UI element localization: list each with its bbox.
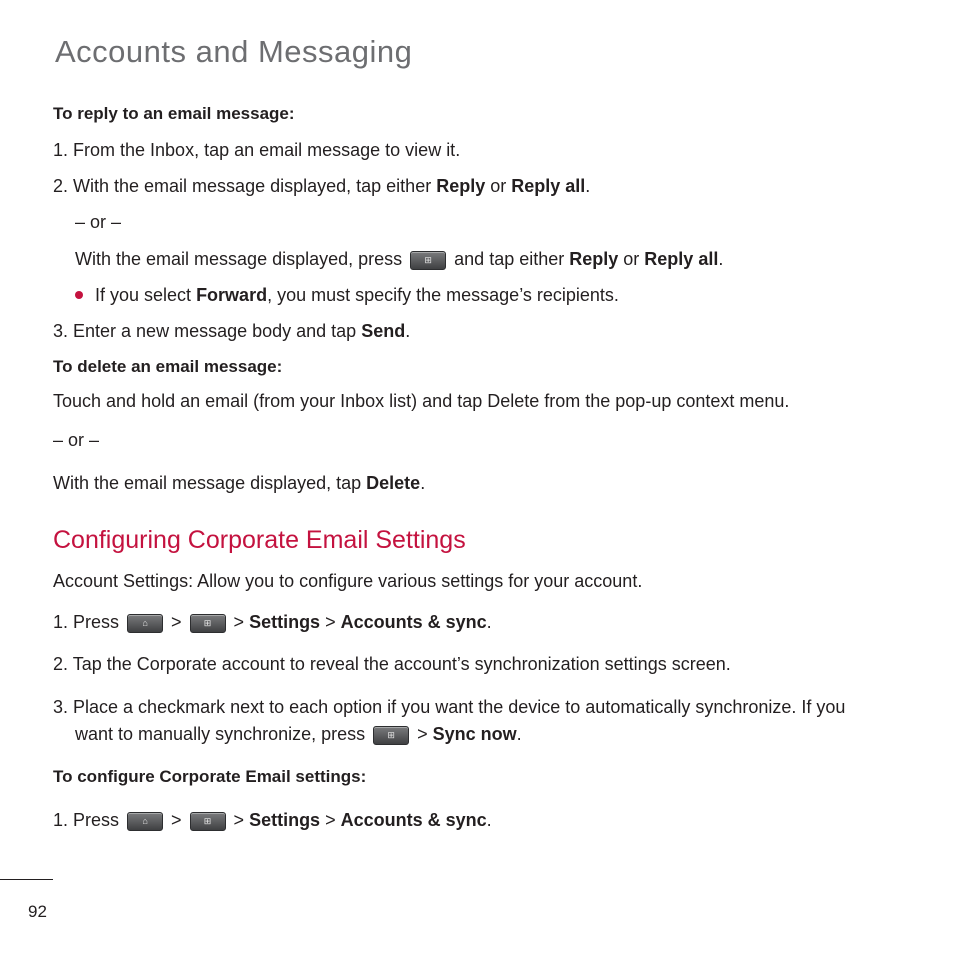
delete-or-separator: – or – (53, 430, 100, 450)
corporate-intro: Account Settings: Allow you to configure various settings for your account. (53, 571, 643, 591)
delete-heading: To delete an email message: (53, 357, 283, 376)
corporate-step-3-line-1: 3. Place a checkmark next to each option if you want the device to automatically synchronize. If you (53, 697, 846, 717)
reply-or-separator: – or – (75, 212, 122, 232)
bullet-icon (75, 291, 83, 299)
corporate-step-3-line-2: want to manually synchronize, press ⊞ > Sync now. (75, 724, 522, 744)
reply-alt-line: With the email message displayed, press ⊞ and tap either Reply or Reply all. (75, 249, 724, 269)
page-title: Accounts and Messaging (55, 34, 413, 69)
section-title-corporate: Configuring Corporate Email Settings (53, 526, 466, 554)
menu-key-icon: ⊞ (190, 812, 226, 831)
forward-bullet: If you select Forward, you must specify the message’s recipients. (75, 285, 619, 306)
reply-step-2: 2. With the email message displayed, tap either Reply or Reply all. (53, 176, 591, 196)
corporate-step-2: 2. Tap the Corporate account to reveal the account’s synchronization settings screen. (53, 654, 731, 674)
menu-key-icon: ⊞ (373, 726, 409, 745)
configure-step-1: 1. Press ⌂ > ⊞ > Settings > Accounts & sync. (53, 810, 492, 830)
home-key-icon: ⌂ (127, 812, 163, 831)
reply-heading: To reply to an email message: (53, 104, 295, 123)
footer-rule (0, 879, 53, 880)
configure-heading: To configure Corporate Email settings: (53, 767, 367, 786)
home-key-icon: ⌂ (127, 614, 163, 633)
delete-line-2: With the email message displayed, tap Delete. (53, 473, 426, 493)
corporate-step-1: 1. Press ⌂ > ⊞ > Settings > Accounts & sync. (53, 612, 492, 632)
menu-key-icon: ⊞ (190, 614, 226, 633)
delete-line-1: Touch and hold an email (from your Inbox list) and tap Delete from the pop-up context menu. (53, 391, 790, 411)
reply-step-3: 3. Enter a new message body and tap Send. (53, 321, 411, 341)
menu-key-icon: ⊞ (410, 251, 446, 270)
reply-step-1: 1. From the Inbox, tap an email message to view it. (53, 140, 461, 160)
page-number: 92 (28, 902, 47, 921)
